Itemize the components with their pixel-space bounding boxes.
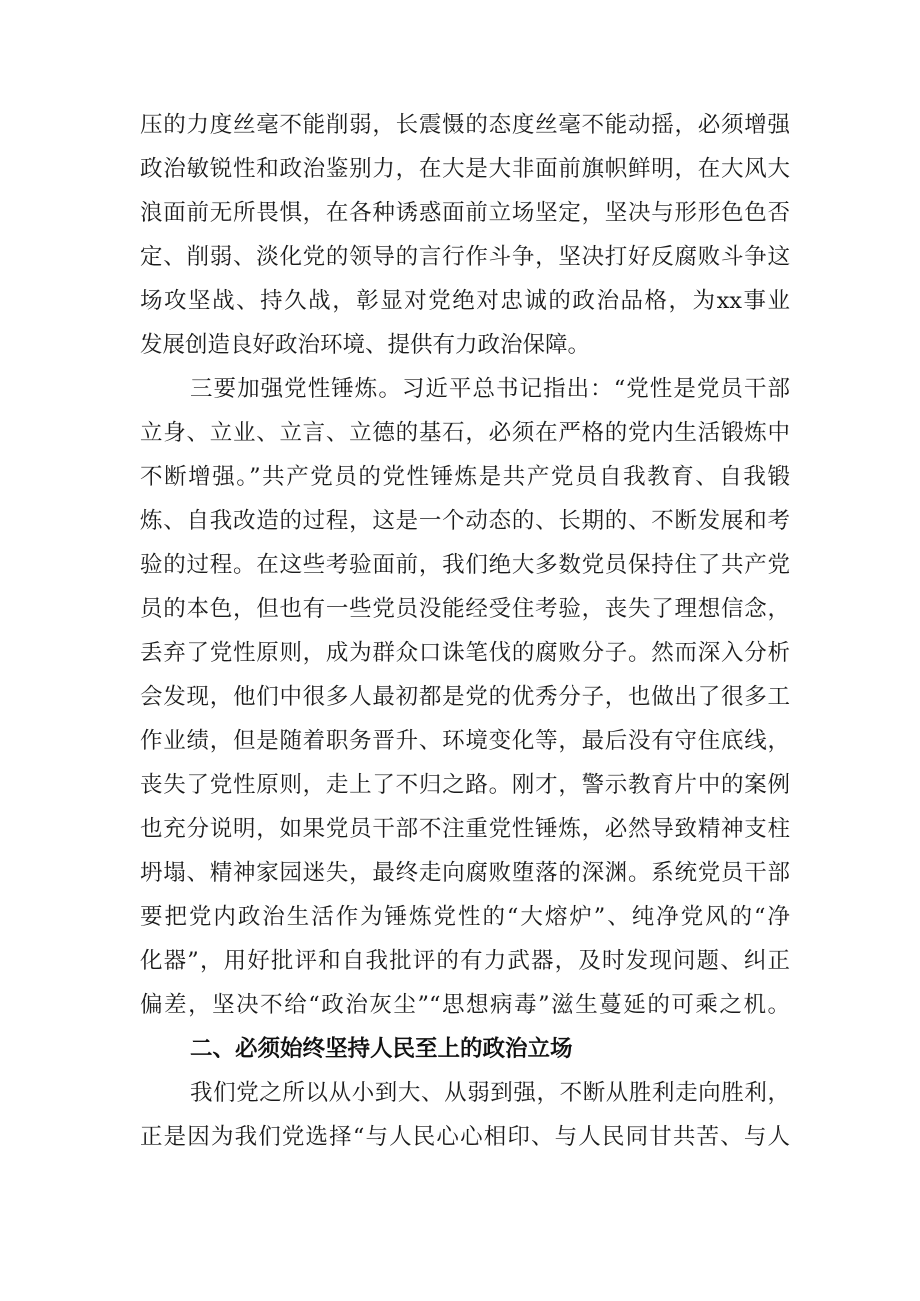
paragraph-2-line: 炼、自我改造的过程，这是一个动态的、长期的、不断发展和考 <box>140 508 790 534</box>
paragraph-2-line: 会发现，他们中很多人最初都是党的优秀分子，也做出了很多工 <box>140 684 790 710</box>
paragraph-2-line: 作业绩，但是随着职务晋升、环境变化等，最后没有守住底线， <box>140 728 790 754</box>
paragraph-1-line: 浪面前无所畏惧，在各种诱惑面前立场坚定，坚决与形形色色否 <box>140 200 790 226</box>
paragraph-3-line: 正是因为我们党选择“与人民心心相印、与人民同甘共苦、与人 <box>140 1124 790 1150</box>
paragraph-2-line: 丢弃了党性原则，成为群众口诛笔伐的腐败分子。然而深入分析 <box>140 640 790 666</box>
paragraph-3-line: 我们党之所以从小到大、从弱到强，不断从胜利走向胜利， <box>190 1080 790 1106</box>
paragraph-2-line: 坍塌、精神家园迷失，最终走向腐败堕落的深渊。系统党员干部 <box>140 860 790 886</box>
paragraph-2-line: 验的过程。在这些考验面前，我们绝大多数党员保持住了共产党 <box>140 552 790 578</box>
paragraph-2-line: 丧失了党性原则，走上了不归之路。刚才，警示教育片中的案例 <box>140 772 790 798</box>
paragraph-2-line: 也充分说明，如果党员干部不注重党性锤炼，必然导致精神支柱 <box>140 816 790 842</box>
paragraph-2-line: 三要加强党性锤炼。习近平总书记指出：“党性是党员干部 <box>190 376 790 402</box>
paragraph-2-line: 偏差，坚决不给“政治灰尘”“思想病毒”滋生蔓延的可乘之机。 <box>140 992 790 1018</box>
paragraph-2-line: 立身、立业、立言、立德的基石，必须在严格的党内生活锻炼中 <box>140 420 790 446</box>
section-heading: 二、必须始终坚持人民至上的政治立场 <box>190 1036 573 1062</box>
paragraph-1-line: 场攻坚战、持久战，彰显对党绝对忠诚的政治品格，为xx事业 <box>140 288 790 314</box>
paragraph-1-line: 政治敏锐性和政治鉴别力，在大是大非面前旗帜鲜明，在大风大 <box>140 156 790 182</box>
paragraph-1-line: 定、削弱、淡化党的领导的言行作斗争，坚决打好反腐败斗争这 <box>140 244 790 270</box>
paragraph-2-line: 不断增强。”共产党员的党性锤炼是共产党员自我教育、自我锻 <box>140 464 790 490</box>
paragraph-1-line: 压的力度丝毫不能削弱，长震慑的态度丝毫不能动摇，必须增强 <box>140 112 790 138</box>
paragraph-1-line: 发展创造良好政治环境、提供有力政治保障。 <box>140 332 591 358</box>
paragraph-2-line: 要把党内政治生活作为锤炼党性的“大熔炉”、纯净党风的“净 <box>140 904 790 930</box>
paragraph-2-line: 化器”，用好批评和自我批评的有力武器，及时发现问题、纠正 <box>140 948 790 974</box>
paragraph-2-line: 员的本色，但也有一些党员没能经受住考验，丧失了理想信念， <box>140 596 790 622</box>
